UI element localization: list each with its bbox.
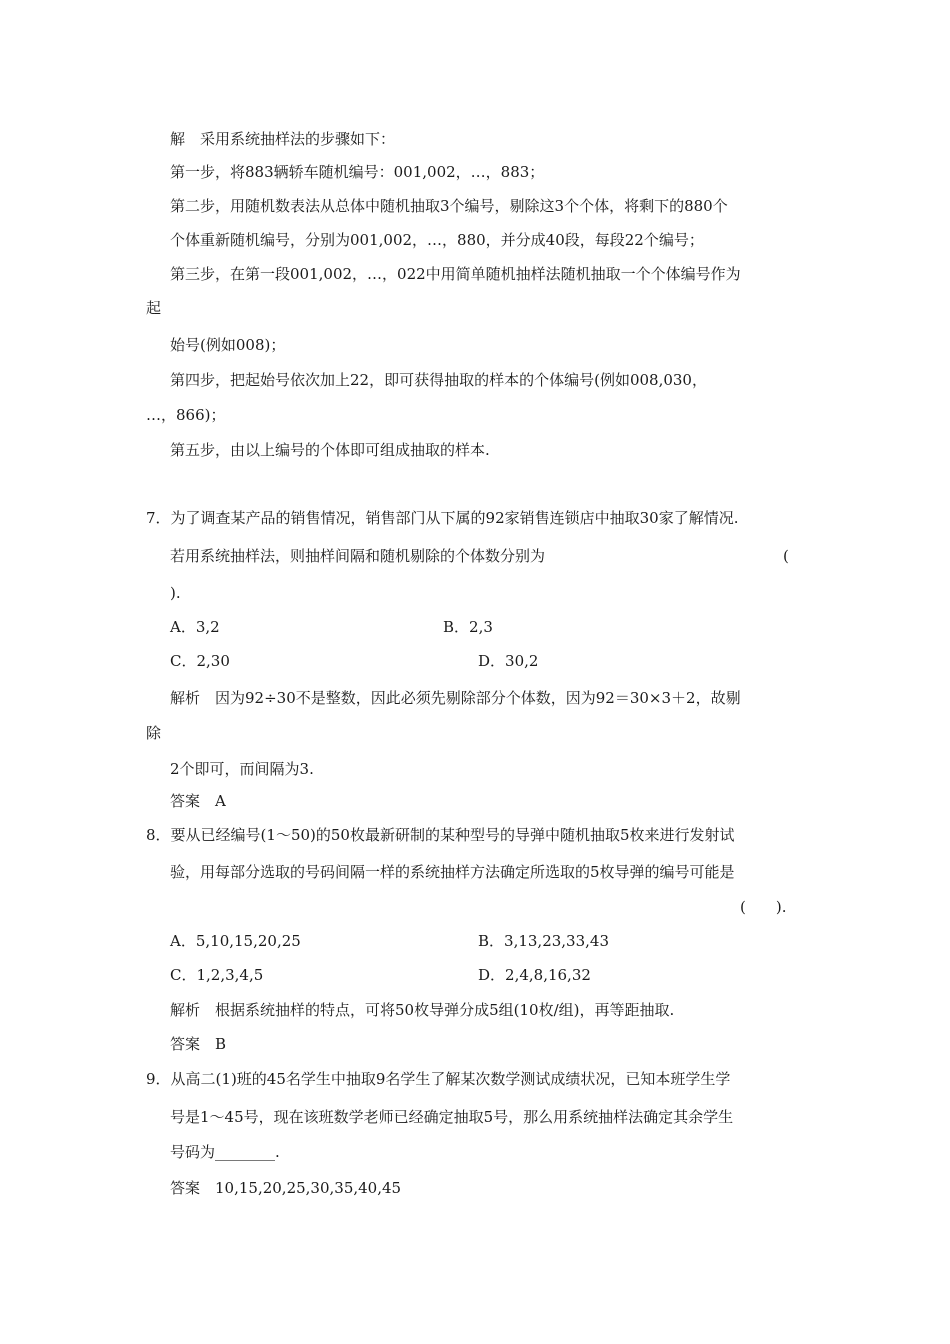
solution-step-3: 第三步，在第一段001,002，…，022中用简单随机抽样法随机抽取一个个体编号作为 bbox=[170, 265, 741, 283]
q8-answer-paren: ( ). bbox=[740, 898, 787, 916]
q7-stem-line-2: 若用系统抽样法，则抽样间隔和随机剔除的个体数分别为 bbox=[170, 547, 546, 565]
q9-answer: 答案 10,15,20,25,30,35,40,45 bbox=[170, 1179, 402, 1197]
q7-option-c: C．2,30 bbox=[170, 652, 230, 670]
solution-step-4-cont: …，866)； bbox=[146, 406, 226, 424]
q7-analysis-line-2: 除 bbox=[146, 724, 162, 742]
q8-option-a: A．5,10,15,20,25 bbox=[170, 932, 301, 950]
q8-option-d: D．2,4,8,16,32 bbox=[478, 966, 591, 984]
solution-step-4: 第四步，把起始号依次加上22，即可获得抽取的样本的个体编号(例如008,030， bbox=[170, 371, 707, 389]
q7-option-a: A．3,2 bbox=[170, 618, 220, 636]
solution-step-3-wrap: 起 bbox=[146, 299, 162, 317]
q8-stem-line-2: 验，用每部分选取的号码间隔一样的系统抽样方法确定所选取的5枚导弹的编号可能是 bbox=[170, 863, 735, 881]
q7-answer-paren-open: ( bbox=[783, 547, 789, 565]
q7-answer-paren-close: ). bbox=[170, 584, 181, 602]
solution-heading: 解 采用系统抽样法的步骤如下： bbox=[170, 130, 396, 148]
q8-option-c: C．1,2,3,4,5 bbox=[170, 966, 264, 984]
q8-option-b: B．3,13,23,33,43 bbox=[478, 932, 609, 950]
q7-option-d: D．30,2 bbox=[478, 652, 539, 670]
q9-stem-line-3: 号码为________. bbox=[170, 1143, 280, 1161]
q7-analysis-line-3: 2个即可，而间隔为3. bbox=[170, 760, 314, 778]
q8-analysis: 解析 根据系统抽样的特点，可将50枚导弹分成5组(10枚/组)，再等距抽取. bbox=[170, 1001, 675, 1019]
q9-stem-line-1: 9．从高二(1)班的45名学生中抽取9名学生了解某次数学测试成绩状况，已知本班学生学 bbox=[146, 1070, 731, 1088]
solution-step-3-cont: 始号(例如008)； bbox=[170, 336, 286, 354]
solution-step-2-cont: 个体重新随机编号，分别为001,002，…，880，并分成40段，每段22个编号； bbox=[170, 231, 704, 249]
solution-step-5: 第五步，由以上编号的个体即可组成抽取的样本. bbox=[170, 441, 490, 459]
q7-stem-line-1: 7．为了调查某产品的销售情况，销售部门从下属的92家销售连锁店中抽取30家了解情况. bbox=[146, 509, 739, 527]
solution-step-1: 第一步，将883辆轿车随机编号：001,002，…，883； bbox=[170, 163, 545, 181]
q8-answer: 答案 B bbox=[170, 1035, 227, 1053]
q7-answer: 答案 A bbox=[170, 792, 226, 810]
q9-stem-line-2: 号是1～45号，现在该班数学老师已经确定抽取5号，那么用系统抽样法确定其余学生 bbox=[170, 1108, 734, 1126]
q7-analysis-line-1: 解析 因为92÷30不是整数，因此必须先剔除部分个体数，因为92＝30×3＋2，故剔 bbox=[170, 689, 741, 707]
q8-stem-line-1: 8．要从已经编号(1～50)的50枚最新研制的某种型号的导弹中随机抽取5枚来进行发射试 bbox=[146, 826, 735, 844]
q7-option-b: B．2,3 bbox=[443, 618, 493, 636]
solution-step-2: 第二步，用随机数表法从总体中随机抽取3个编号，剔除这3个个体，将剩下的880个 bbox=[170, 197, 728, 215]
